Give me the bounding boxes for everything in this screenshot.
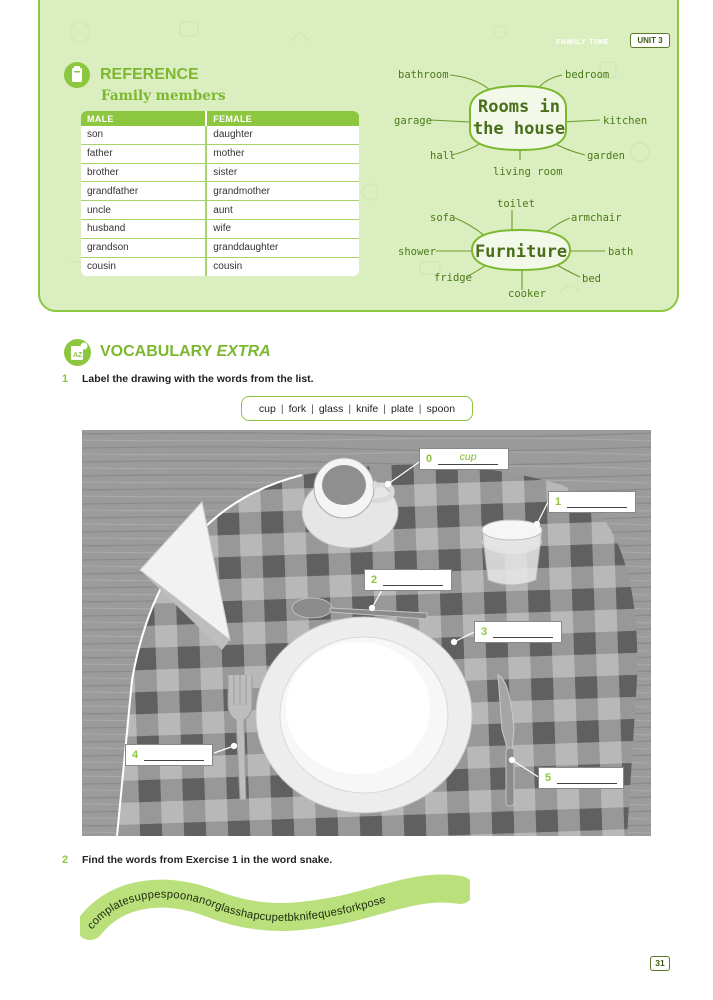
unit-badge: UNIT 3 [630,33,670,48]
male-cell: son [81,126,207,145]
exercise-2-number: 2 [62,854,69,866]
furniture-item: bath [608,246,634,258]
page-number: 31 [650,956,670,971]
word-item: spoon [426,402,456,415]
rooms-item: bedroom [565,69,610,81]
section-title: FAMILY TIME [556,37,610,46]
word-item: glass [318,402,344,415]
label-0-cup[interactable] [419,448,509,470]
female-cell: aunt [207,201,359,220]
rooms-item: living room [493,166,563,178]
label-3[interactable] [474,621,562,643]
mind-maps [0,0,713,320]
furniture-item: cooker [508,288,546,300]
rooms-center-line1: Rooms in [478,97,560,117]
male-cell: uncle [81,201,207,220]
answer-text: cup [459,451,477,463]
male-cell: father [81,145,207,164]
answer-line [383,574,443,586]
vocabulary-title [100,343,271,361]
furniture-center: Furniture [474,242,568,262]
word-item: plate [390,402,414,415]
rooms-bubble [470,86,566,150]
exercise-2-instruction: Find the words from Exercise 1 in the word snake. [82,854,333,866]
reference-subtitle: Family members [101,88,226,104]
male-cell: brother [81,164,207,183]
column-header-male: MALE [81,111,207,126]
female-cell: granddaughter [207,239,359,258]
female-cell: grandmother [207,182,359,201]
furniture-item: armchair [571,212,622,224]
label-2[interactable] [364,569,452,591]
furniture-item: bed [582,273,601,285]
male-cell: grandfather [81,182,207,201]
female-cell: sister [207,164,359,183]
label-number: 4 [132,749,139,761]
furniture-item: shower [398,246,436,258]
label-4[interactable] [125,744,213,766]
label-5[interactable] [538,767,624,789]
word-list-box: cup | fork | glass | knife | plate | spoon [241,396,473,421]
label-number: 0 [426,453,433,465]
rooms-center-line2: the house [472,119,566,139]
furniture-item: toilet [497,198,535,210]
word-snake [80,868,470,958]
furniture-item: fridge [434,272,472,284]
label-number: 5 [545,772,552,784]
rooms-item: kitchen [603,115,648,127]
vocabulary-title-extra: EXTRA [216,343,271,360]
rooms-item: garden [587,150,625,162]
label-number: 2 [371,574,378,586]
vocabulary-title-main: VOCABULARY [100,343,213,360]
rooms-item: hall [430,150,456,162]
male-cell: grandson [81,239,207,258]
female-cell: mother [207,145,359,164]
answer-line [144,749,204,761]
answer-line [493,626,553,638]
exercise-1-instruction: Label the drawing with the words from the list. [82,373,314,385]
answer-line [438,453,498,465]
answer-line [567,496,627,508]
label-number: 3 [481,626,488,638]
female-cell: cousin [213,261,243,273]
reference-title: REFERENCE [100,66,199,83]
furniture-item: sofa [430,212,456,224]
snake-letters: complatesuppespoonanorglasshapcupetbknifequesforkpose [85,888,388,932]
female-cell: wife [207,220,359,239]
rooms-item: bathroom [398,69,449,81]
word-item: knife [356,402,379,415]
column-header-female: FEMALE [207,111,359,126]
vocabulary-icon [64,339,91,366]
exercise-1-number: 1 [62,373,69,385]
male-cell: husband [81,220,207,239]
word-item: fork [288,402,307,415]
answer-line [557,772,617,784]
svg-text:AZ: AZ [73,352,83,359]
word-item: cup [258,402,276,415]
male-cell: cousin [81,258,207,277]
female-cell: daughter [207,126,359,145]
label-1[interactable] [548,491,636,513]
rooms-item: garage [394,115,432,127]
label-number: 1 [555,496,562,508]
